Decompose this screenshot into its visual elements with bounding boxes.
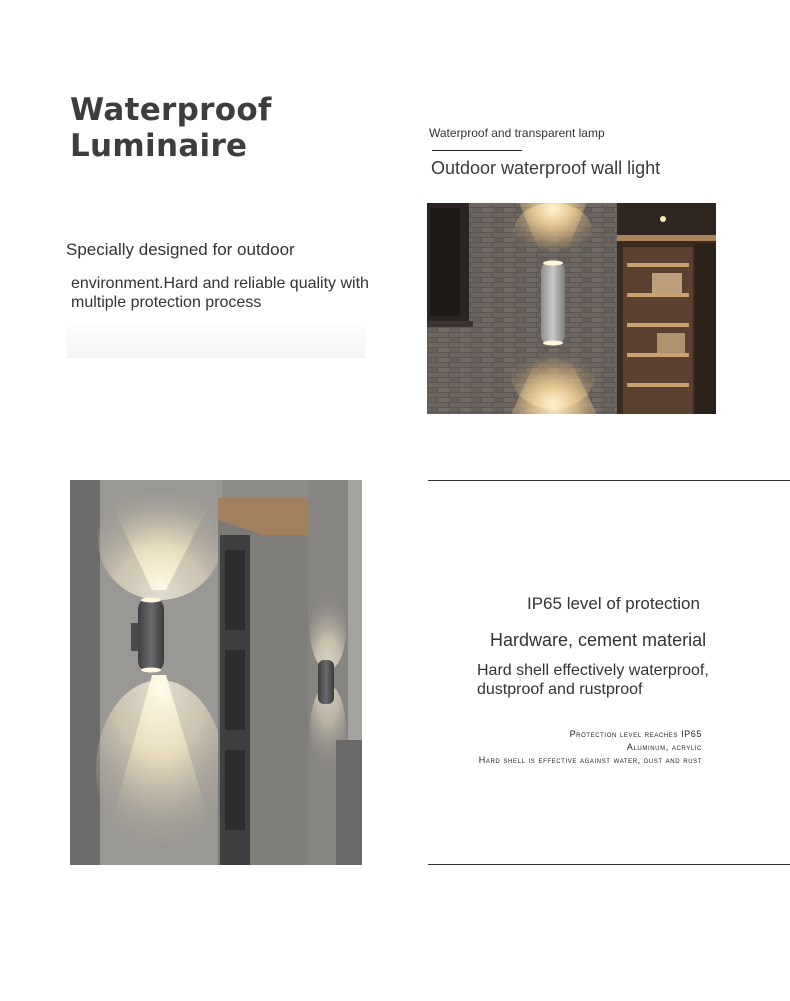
intro-line-1: Specially designed for outdoor <box>66 240 295 259</box>
feature-material: Hardware, cement material <box>490 630 707 650</box>
spec-line-3: Hard shell is effective against water, dust and rust <box>478 755 702 765</box>
wall-light-stucco-photo <box>70 480 362 865</box>
title-line-2: Luminaire <box>70 128 248 164</box>
divider-top <box>428 480 790 481</box>
intro-line-2: environment.Hard and reliable quality with multiple protection process <box>71 275 369 311</box>
photo-stucco-wall <box>70 480 362 865</box>
divider-bottom <box>428 864 790 865</box>
spec-line-2: Aluminum, acrylic <box>626 742 702 752</box>
wall-light-brick-photo <box>427 203 716 414</box>
title-line-1: Waterproof <box>70 92 272 128</box>
spec-line-1: Protection level reaches IP65 <box>569 729 702 739</box>
photo-brick-wall <box>427 203 716 414</box>
page-title <box>70 92 272 164</box>
small-label: Waterproof and transparent lamp <box>429 126 605 140</box>
divider-short <box>432 150 522 151</box>
section-heading: Outdoor waterproof wall light <box>431 158 661 178</box>
feature-shell: Hard shell effectively waterproof, dustproof and rustproof <box>477 662 709 698</box>
text-fade-band <box>66 318 366 358</box>
feature-protection: IP65 level of protection <box>527 594 700 613</box>
